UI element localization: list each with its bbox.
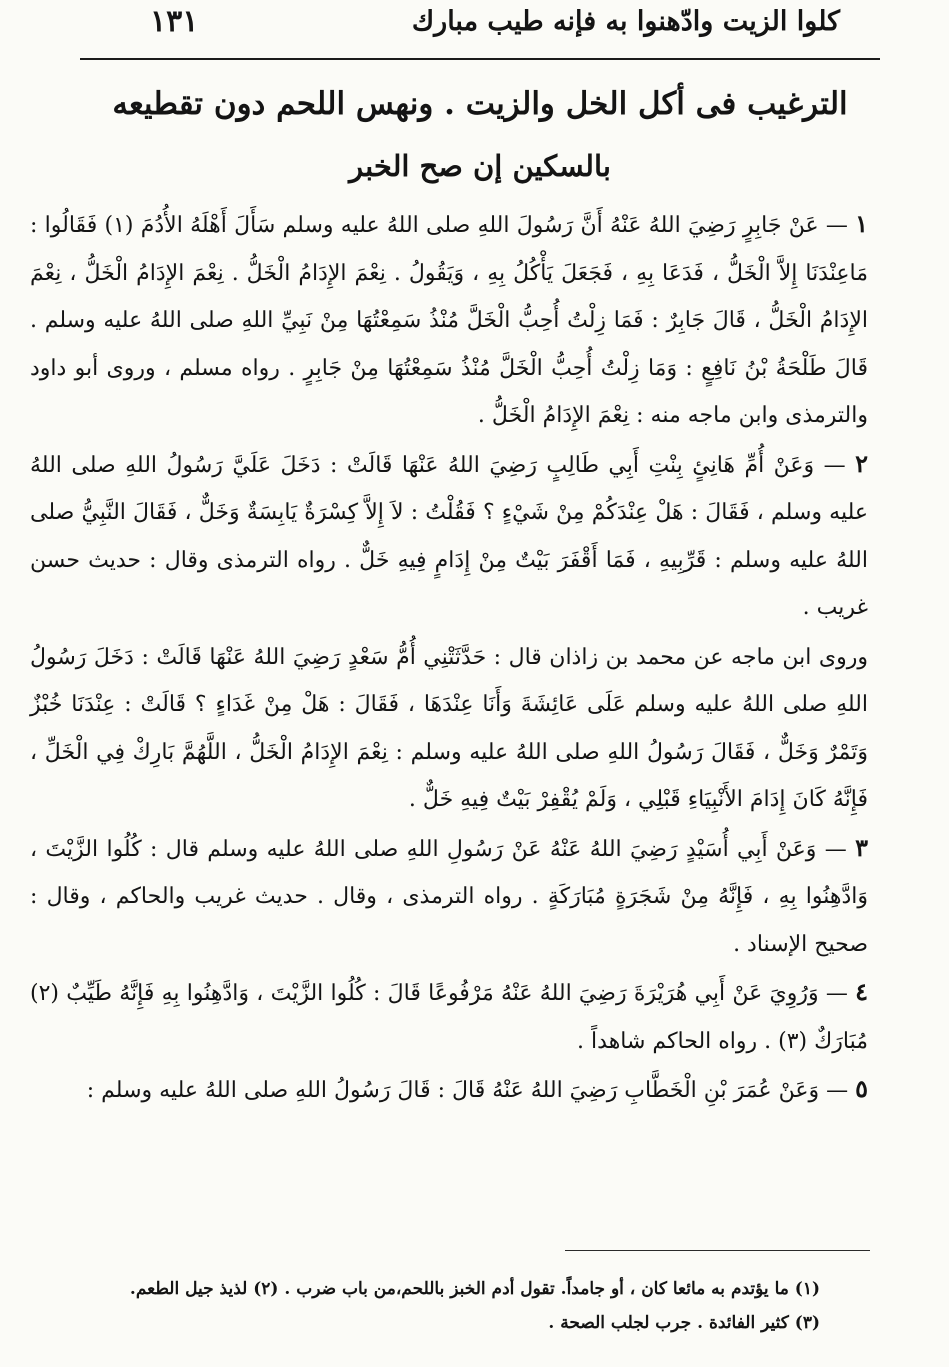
hadith-paragraph xyxy=(30,1065,868,1115)
hadith-paragraph xyxy=(30,440,868,632)
footnote: (١) ما يؤتدم به مائعا كان ، أو جامداً. تقول أدم الخبز باللحم،من باب ضرب . (٢) لذيذ جيل الطعم. xyxy=(129,1279,820,1299)
body-text xyxy=(30,200,868,1115)
footnote-divider xyxy=(565,1250,870,1251)
running-header xyxy=(150,0,840,52)
running-header-title: كلوا الزيت وادّهنوا به فإنه طيب مبارك xyxy=(411,6,840,37)
hadith-number: ٤ xyxy=(855,977,868,1006)
hadith-number: ٢ xyxy=(855,448,868,478)
hadith-number: ١ xyxy=(855,209,868,238)
page-number: ١٣١ xyxy=(150,4,199,39)
hadith-text: وروى ابن ماجه عن محمد بن زاذان قال : حَدَّثَتْنِي أُمُّ سَعْدٍ رَضِيَ اللهُ عَنْهَا قَالَتْ : دَخَلَ رَسُولُ اللهِ صلى اللهُ عليه وسلم عَلَى عَائِشَةَ وَأَنَا عِنْدَهَا ، فَقَالَ : هَلْ مِنْ غَدَاءٍ ؟ قَالَتْ : عِنْدَنَا خُبْزٌ وَتَمْرٌ وَخَلٌّ ، فَقَالَ رَسُولُ اللهِ صلى اللهُ عليه وسلم : نِعْمَ الإِدَامُ الْخَلُّ ، اللَّهُمَّ بَارِكْ فِي الْخَلِّ ، فَإِنَّهُ كَانَ إِدَامَ الأَنْبِيَاءِ قَبْلِي ، وَلَمْ يُقْفِرْ بَيْتٌ فِيهِ خَلٌّ . xyxy=(30,644,868,812)
hadith-text: — وَعَنْ أَبِي أُسَيْدٍ رَضِيَ اللهُ عَنْهُ عَنْ رَسُولِ اللهِ صلى اللهُ عليه وسلم قال : كُلُوا الزَّيْتَ ، وَادَّهِنُوا بِهِ ، فَإِنَّهُ مِنْ شَجَرَةٍ مُبَارَكَةٍ . رواه الترمذى ، وقال . حديث غريب والحاكم ، وقال : صحيح الإسناد . xyxy=(30,836,868,957)
hadith-number: ٣ xyxy=(855,832,868,862)
hadith-number: ٥ xyxy=(855,1074,868,1103)
hadith-text: — وَعَنْ عُمَرَ بْنِ الْخَطَّابِ رَضِيَ اللهُ عَنْهُ قَالَ : قَالَ رَسُولُ اللهِ صلى اللهُ عليه وسلم : xyxy=(86,1078,856,1103)
hadith-text: — عَنْ جَابِرٍ رَضِيَ اللهُ عَنْهُ أَنَّ رَسُولَ اللهِ صلى اللهُ عليه وسلم سَأَلَ أَهْلَهُ الأُدُمَ (١) فَقَالُوا : مَاعِنْدَنَا إِلاَّ الْخَلُّ ، فَدَعَا بِهِ ، فَجَعَلَ يَأْكُلُ بِهِ ، وَيَقُولُ . نِعْمَ الإِدَامُ الْخَلُّ . نِعْمَ الإِدَامُ الْخَلُّ ، نِعْمَ الإِدَامُ الْخَلُّ ، قَالَ جَابِرٌ : فَمَا زِلْتُ أُحِبُّ الْخَلَّ مُنْذُ سَمِعْتُهَا مِنْ نَبِيِّ اللهِ صلى اللهُ عليه وسلم . قَالَ طَلْحَةُ بْنُ نَافِعٍ : وَمَا زِلْتُ أُحِبُّ الْخَلَّ مُنْذُ سَمِعْتُهَا مِنْ جَابِرٍ . رواه مسلم ، وروى أبو داود والترمذى وابن ماجه منه : نِعْمَ الإِدَامُ الْخَلُّ . xyxy=(30,213,868,428)
hadith-paragraph xyxy=(30,200,868,440)
section-subtitle: بالسكين إن صح الخبر xyxy=(349,149,611,183)
hadith-text: — وَرُوِيَ عَنْ أَبِي هُرَيْرَةَ رَضِيَ اللهُ عَنْهُ مَرْفُوعًا قَالَ : كُلُوا الزَّيْتَ ، وَادَّهِنُوا بِهِ فَإِنَّهُ طَيِّبٌ (٢) مُبَارَكٌ (٣) . رواه الحاكم شاهداً . xyxy=(30,981,868,1054)
hadith-paragraph xyxy=(30,632,868,824)
hadith-text: — وَعَنْ أُمِّ هَانِئٍ بِنْتِ أَبِي طَالِبٍ رَضِيَ اللهُ عَنْهَا قَالَتْ : دَخَلَ عَلَيَّ رَسُولُ اللهِ صلى اللهُ عليه وسلم ، فَقَالَ : هَلْ عِنْدَكُمْ مِنْ شَيْءٍ ؟ فَقُلْتُ : لاَ إِلاَّ كِسْرَةٌ يَابِسَةٌ وَخَلٌّ ، فَقَالَ النَّبِيُّ صلى اللهُ عليه وسلم : قَرِّبِيهِ ، فَمَا أَقْفَرَ بَيْتٌ مِنْ إِدَامٍ فِيهِ خَلٌّ . رواه الترمذى وقال : حديث حسن غريب . xyxy=(30,452,868,620)
footnote: (٣) كثير الفائدة . جرب لجلب الصحة . xyxy=(548,1313,820,1333)
hadith-paragraph xyxy=(30,824,868,969)
footnotes xyxy=(100,1272,820,1340)
section-title: الترغيب فى أكل الخل والزيت . ونهس اللحم دون تقطيعه xyxy=(112,86,848,122)
hadith-paragraph xyxy=(30,968,868,1065)
header-divider xyxy=(80,58,880,60)
